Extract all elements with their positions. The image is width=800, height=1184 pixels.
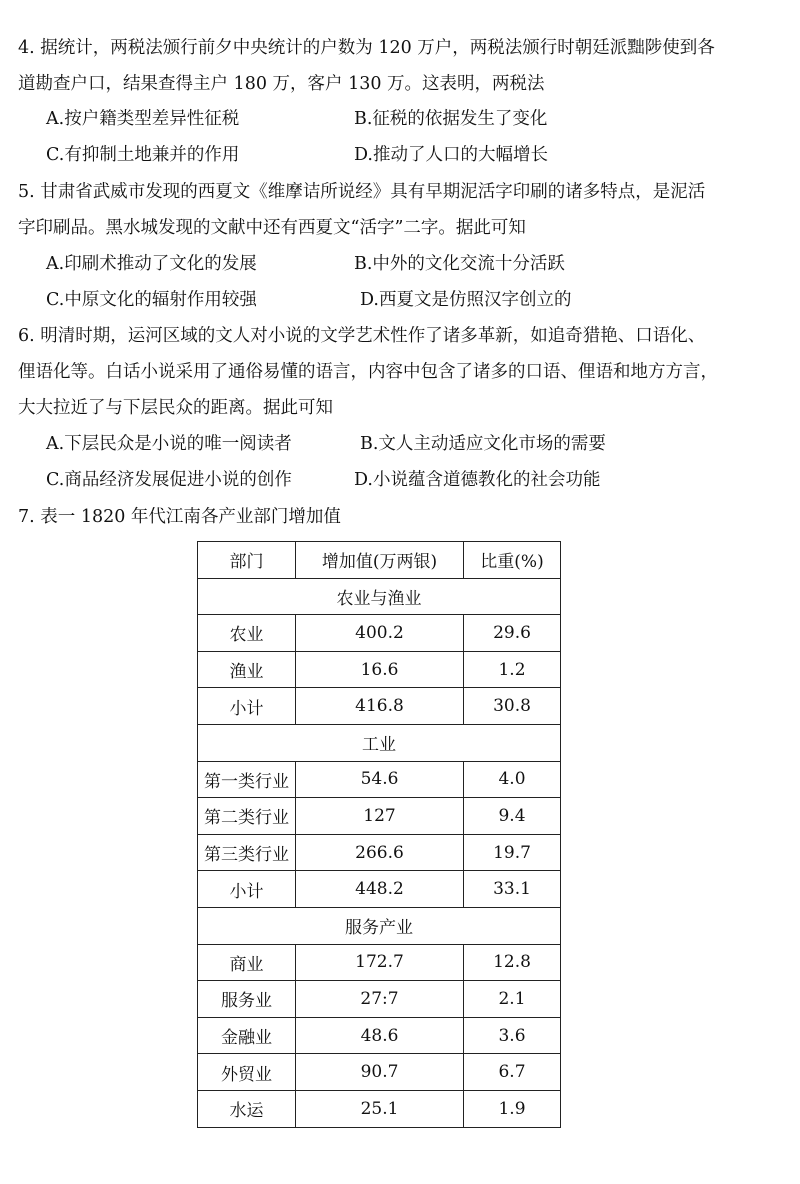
table-cell: 金融业: [198, 1017, 296, 1054]
q5-stem-line2: 字印刷品。黑水城发现的文献中还有西夏文“活字”二字。据此可知: [18, 218, 526, 238]
q4-option-a[interactable]: A.按户籍类型差异性征税: [46, 109, 240, 129]
table-header-cell: 增加值(万两银): [296, 542, 464, 579]
table-cell: 48.6: [296, 1017, 464, 1054]
table-cell: 30.8: [464, 688, 561, 725]
table-section-row: [198, 724, 561, 761]
table-section-row: [198, 907, 561, 944]
table-cell: 19.7: [464, 834, 561, 871]
table-cell: 448.2: [296, 871, 464, 908]
table-row: [198, 871, 561, 908]
q5-option-b[interactable]: B.中外的文化交流十分活跃: [354, 254, 565, 274]
table-row: [198, 761, 561, 798]
q6-stem-line2: 俚语化等。白话小说采用了通俗易懂的语言，内容中包含了诸多的口语、俚语和地方方言，: [18, 362, 718, 382]
table-header-row: [198, 542, 561, 579]
table-row: [198, 834, 561, 871]
q4-stem-line1: 4. 据统计，两税法颁行前夕中央统计的户数为 120 万户，两税法颁行时朝廷派黜陟使到各: [18, 38, 715, 58]
table-header-cell: 比重(%): [464, 542, 561, 579]
q4-option-b[interactable]: B.征税的依据发生了变化: [354, 109, 548, 129]
table-cell: 9.4: [464, 798, 561, 835]
table-cell: 172.7: [296, 944, 464, 981]
q4-option-d[interactable]: D.推动了人口的大幅增长: [354, 145, 548, 165]
table-cell: 第一类行业: [198, 761, 296, 798]
table-cell: 小计: [198, 871, 296, 908]
table-cell: 25.1: [296, 1090, 464, 1127]
table-header-cell: 部门: [198, 542, 296, 579]
table-section-row: [198, 578, 561, 615]
q5-option-d[interactable]: D.西夏文是仿照汉字创立的: [360, 290, 572, 310]
table-cell: 外贸业: [198, 1054, 296, 1091]
table-row: [198, 981, 561, 1018]
table-cell: 3.6: [464, 1017, 561, 1054]
q6-option-c[interactable]: C.商品经济发展促进小说的创作: [46, 470, 292, 490]
q4-stem-line2: 道勘查户口，结果查得主户 180 万，客户 130 万。这表明，两税法: [18, 74, 545, 94]
table-cell: 416.8: [296, 688, 464, 725]
table-cell: 90.7: [296, 1054, 464, 1091]
table-cell: 54.6: [296, 761, 464, 798]
table-cell: 266.6: [296, 834, 464, 871]
q6-option-d[interactable]: D.小说蕴含道德教化的社会功能: [354, 470, 601, 490]
q6-stem-line1: 6. 明清时期，运河区域的文人对小说的文学艺术性作了诸多革新，如追奇猎艳、口语化、: [18, 326, 706, 346]
table-row: [198, 798, 561, 835]
table-cell: 2.1: [464, 981, 561, 1018]
table-cell: 127: [296, 798, 464, 835]
q6-stem-line3: 大大拉近了与下层民众的距离。据此可知: [18, 398, 333, 418]
q6-option-b[interactable]: B.文人主动适应文化市场的需要: [360, 434, 606, 454]
table-cell: 商业: [198, 944, 296, 981]
table-cell: 400.2: [296, 615, 464, 652]
section-title-services: 服务产业: [198, 907, 561, 944]
table-cell: 第二类行业: [198, 798, 296, 835]
table-row: [198, 1054, 561, 1091]
q5-stem-line1: 5. 甘肃省武威市发现的西夏文《维摩诘所说经》具有早期泥活字印刷的诸多特点，是泥活: [18, 182, 706, 202]
table-cell: 农业: [198, 615, 296, 652]
table-cell: 1.9: [464, 1090, 561, 1127]
table-row: [198, 651, 561, 688]
table-row: [198, 1017, 561, 1054]
q6-option-a[interactable]: A.下层民众是小说的唯一阅读者: [46, 434, 292, 454]
q5-option-a[interactable]: A.印刷术推动了文化的发展: [46, 254, 257, 274]
table-cell: 6.7: [464, 1054, 561, 1091]
table-cell: 27:7: [296, 981, 464, 1018]
table-cell: 小计: [198, 688, 296, 725]
q5-option-c[interactable]: C.中原文化的辐射作用较强: [46, 290, 257, 310]
q7-stem: 7. 表一 1820 年代江南各产业部门增加值: [18, 507, 341, 527]
table-cell: 1.2: [464, 651, 561, 688]
table-row: [198, 615, 561, 652]
section-title-agriculture: 农业与渔业: [198, 578, 561, 615]
table-row: [198, 944, 561, 981]
table-cell: 12.8: [464, 944, 561, 981]
section-title-industry: 工业: [198, 724, 561, 761]
table-row: [198, 1090, 561, 1127]
table-cell: 33.1: [464, 871, 561, 908]
table-cell: 服务业: [198, 981, 296, 1018]
table-cell: 29.6: [464, 615, 561, 652]
table-cell: 第三类行业: [198, 834, 296, 871]
table-row: [198, 688, 561, 725]
table-cell: 水运: [198, 1090, 296, 1127]
industry-value-table: [197, 541, 561, 1128]
table-cell: 16.6: [296, 651, 464, 688]
table-cell: 4.0: [464, 761, 561, 798]
table-cell: 渔业: [198, 651, 296, 688]
q4-option-c[interactable]: C.有抑制土地兼并的作用: [46, 145, 240, 165]
